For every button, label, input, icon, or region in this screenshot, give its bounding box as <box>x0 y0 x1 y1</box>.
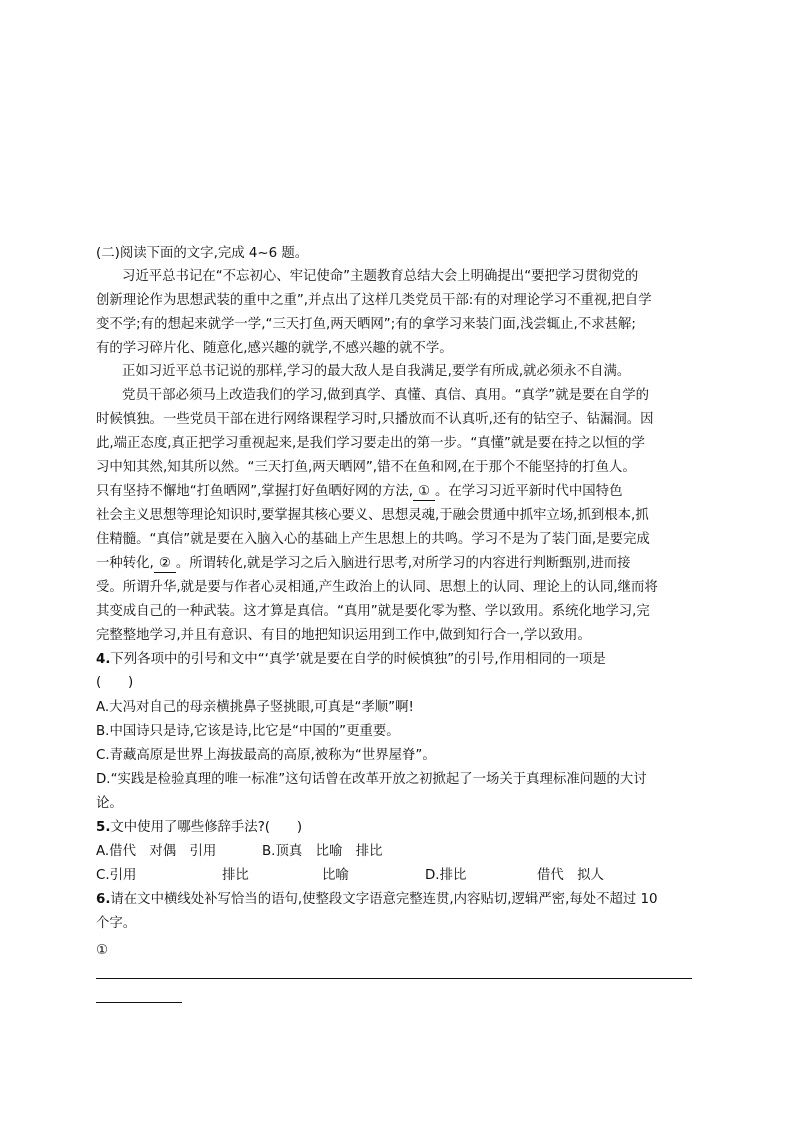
question-number: 5. <box>96 820 111 835</box>
passage-text: 一种转化, <box>96 556 154 571</box>
question-6-stem-continued: 个字。 <box>96 916 137 931</box>
question-6-stem <box>96 890 696 910</box>
passage-line: 此,端正态度,真正把学习重视起来,是我们学习要走出的第一步。“真懂”就是要在持之以恒的学 <box>96 436 645 451</box>
passage-line: 完整整地学习,并且有意识、有目的地把知识运用到工作中,做到知行合一,学以致用。 <box>96 628 591 643</box>
passage-line: 党员干部必须马上改造我们的学习,做到真学、真懂、真信、真用。“真学”就是要在自学的 <box>122 388 649 403</box>
question-4-stem <box>96 650 696 670</box>
answer-line-short[interactable] <box>96 1002 182 1003</box>
question-5-stem <box>96 818 696 838</box>
option-a: A.借代 对偶 引用 <box>96 844 217 859</box>
passage-line: 其变成自己的一种武装。这才算是真信。“真用”就是要化零为整、学以致用。系统化地学习,完 <box>96 604 650 619</box>
passage-line: 有的学习碎片化、随意化,感兴趣的就学,不感兴趣的就不学。 <box>96 341 453 356</box>
option-c-part: 排比 <box>222 868 249 883</box>
question-text: 文中使用了哪些修辞手法?( ) <box>110 820 303 835</box>
passage-text: 。所谓转化,就是学习之后入脑进行思考,对所学习的内容进行判断甄别,进而接 <box>175 556 631 571</box>
option-c-part: 比喻 <box>322 868 349 883</box>
passage-text: 只有坚持不懈地“打鱼晒网”,掌握打好鱼晒好网的方法, <box>96 484 413 499</box>
answer-paren: ( ) <box>96 675 134 690</box>
option-b: B.顶真 比喻 排比 <box>262 844 383 859</box>
question-text: 请在文中横线处补写恰当的语句,使整段文字语意完整连贯,内容贴切,逻辑严密,每处不超过 10 <box>110 892 658 907</box>
passage-text: 。在学习习近平新时代中国特色 <box>435 484 623 499</box>
question-number: 6. <box>96 892 111 907</box>
section-title: (二)阅读下面的文字,完成 4~6 题。 <box>96 246 309 261</box>
option-d: D.“实践是检验真理的唯一标准”这句话曾在改革开放之初掀起了一场关于真理标准问题的大讨 <box>96 772 647 787</box>
option-b: B.中国诗只是诗,它该是诗,比它是“中国的”更重要。 <box>96 724 400 739</box>
passage-line: 习近平总书记在“不忘初心、牢记使命”主题教育总结大会上明确提出“要把学习贯彻党的 <box>122 269 639 284</box>
option-d-part: 借代 拟人 <box>537 868 604 883</box>
passage-line <box>96 554 696 574</box>
option-d: D.排比 <box>425 868 467 883</box>
passage-line: 创新理论作为思想武装的重中之重”,并点出了这样几类党员干部:有的对理论学习不重视,把自学 <box>96 293 652 308</box>
option-c: C.青藏高原是世界上海拔最高的高原,被称为“世界屋脊”。 <box>96 748 436 763</box>
passage-line: 受。所谓升华,就是要与作者心灵相通,产生政治上的认同、思想上的认同、理论上的认同,继而将 <box>96 580 658 595</box>
option-c: C.引用 <box>96 868 137 883</box>
passage-line: 变不学;有的想起来就学一学,“三天打鱼,两天晒网”;有的拿学习来装门面,浅尝辄止,不求甚解; <box>96 317 636 332</box>
option-d-continued: 论。 <box>96 796 123 811</box>
answer-line[interactable] <box>96 978 692 979</box>
passage-line: 习中知其然,知其所以然。“三天打鱼,两天晒网”,错不在鱼和网,在于那个不能坚持的打鱼人。 <box>96 460 636 475</box>
question-text: 下列各项中的引号和文中“‘真学’就是要在自学的时候慎独”的引号,作用相同的一项是 <box>110 652 606 667</box>
passage-line: 住精髓。“真信”就是要在入脑入心的基础上产生思想上的共鸣。学习不是为了装门面,是要完成 <box>96 532 650 547</box>
passage-line: 正如习近平总书记说的那样,学习的最大敌人是自我满足,要学有所成,就必须永不自满。 <box>122 364 631 379</box>
passage-line <box>96 482 696 502</box>
passage-line: 时候慎独。一些党员干部在进行网络课程学习时,只播放而不认真听,还有的钻空子、钻漏洞。因 <box>96 412 654 427</box>
passage-line: 社会主义思想等理论知识时,要掌握其核心要义、思想灵魂,于融会贯通中抓牢立场,抓到根本,抓 <box>96 508 649 523</box>
option-a: A.大冯对自己的母亲横挑鼻子竖挑眼,可真是“孝顺”啊! <box>96 700 414 715</box>
answer-mark: ① <box>96 943 109 958</box>
fill-blank-2: ② <box>154 556 176 573</box>
fill-blank-1: ① <box>413 484 435 501</box>
question-number: 4. <box>96 652 111 667</box>
